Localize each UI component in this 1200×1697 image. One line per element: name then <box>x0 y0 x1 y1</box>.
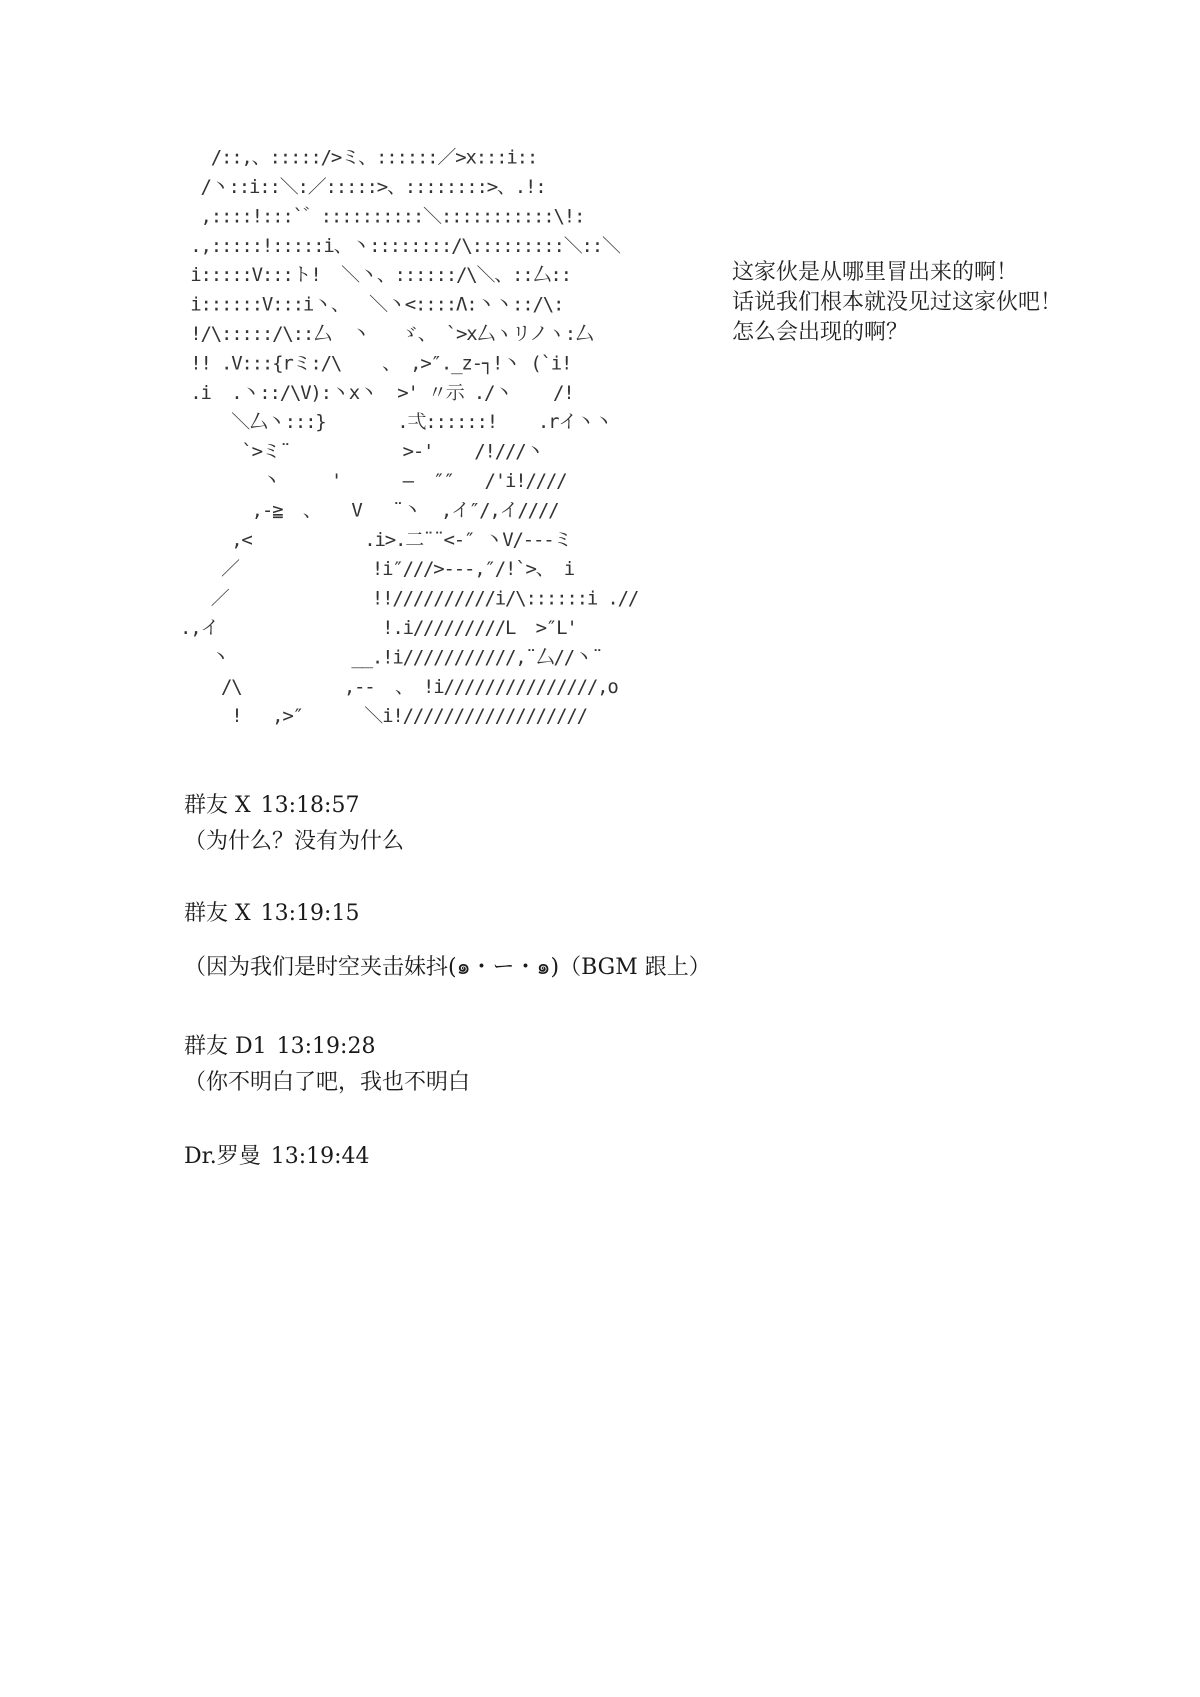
ascii-art-illustration: /::,、:::::/>ミ、::::::／>x:::i:: /丶::i::＼:／:::::>、::::::::>、.!: ,::::!:::`゛::::::::::＼:::::::::::\!: .,:::::!:::::i、丶::::::::/\:::::::::＼::＼ i:::::V:::ト! ＼丶、::::::/\＼、::厶:: i::::::V:::i丶、 ＼丶<::::Λ:丶丶::/\: !/\:::::/\::厶 丶 ゞ、 `>x厶ヽリノヽ:厶 !! .V:::{rミ:/\ 、 ,>″._z-┐!丶 (`i! .i .丶::/\V):丶x丶 >' 〃示 ./丶 /! ＼厶丶:::} .弌::::::! .rイ丶丶 `>ミ¨ >-' /!///丶 丶 ' ― ″″ /'i!//// ,-≧ 、 V ¨丶 ,イ″/,イ//// ,< .i>.二¨¨<-″ 丶V/---ミ ／ !i″///>---,″/!`>、 i ／ !!//////////i/\::::::i .// .,イ !.i/////////L >″L' 丶 __.!i///////////,¨厶//丶¨ /\ ,-- 、 !i///////////////,o ! ,>″ ＼i!////////////////// <box>180 146 639 728</box>
chat-time: 13:18:57 <box>260 793 360 818</box>
chat-user: Dr.罗曼 <box>184 1144 261 1169</box>
chat-header <box>184 1143 370 1171</box>
chat-header <box>184 792 404 820</box>
chat-header <box>184 1033 470 1061</box>
chat-time: 13:19:28 <box>276 1034 376 1059</box>
chat-user: 群友 X <box>184 901 251 926</box>
chat-message: （为什么？没有为什么 <box>184 829 405 854</box>
chat-entry <box>184 792 404 856</box>
caption-line: 话说我们根本就没见过这家伙吧！ <box>732 290 1063 315</box>
chat-entry <box>184 1033 470 1097</box>
chat-time: 13:19:44 <box>270 1144 370 1169</box>
chat-user: 群友 X <box>184 793 251 818</box>
caption-line: 怎么会出现的啊？ <box>732 320 909 345</box>
chat-message: （你不明白了吧，我也不明白 <box>184 1070 471 1095</box>
chat-entry <box>184 1143 370 1171</box>
chat-entry <box>184 900 711 982</box>
chat-message: （因为我们是时空夹击妹抖(๑・ー・๑)（BGM 跟上） <box>184 955 711 980</box>
chat-user: 群友 D1 <box>184 1034 267 1059</box>
caption-line: 这家伙是从哪里冒出来的啊！ <box>732 260 1019 285</box>
art-caption <box>732 258 1062 348</box>
chat-time: 13:19:15 <box>260 901 360 926</box>
chat-header <box>184 900 711 928</box>
